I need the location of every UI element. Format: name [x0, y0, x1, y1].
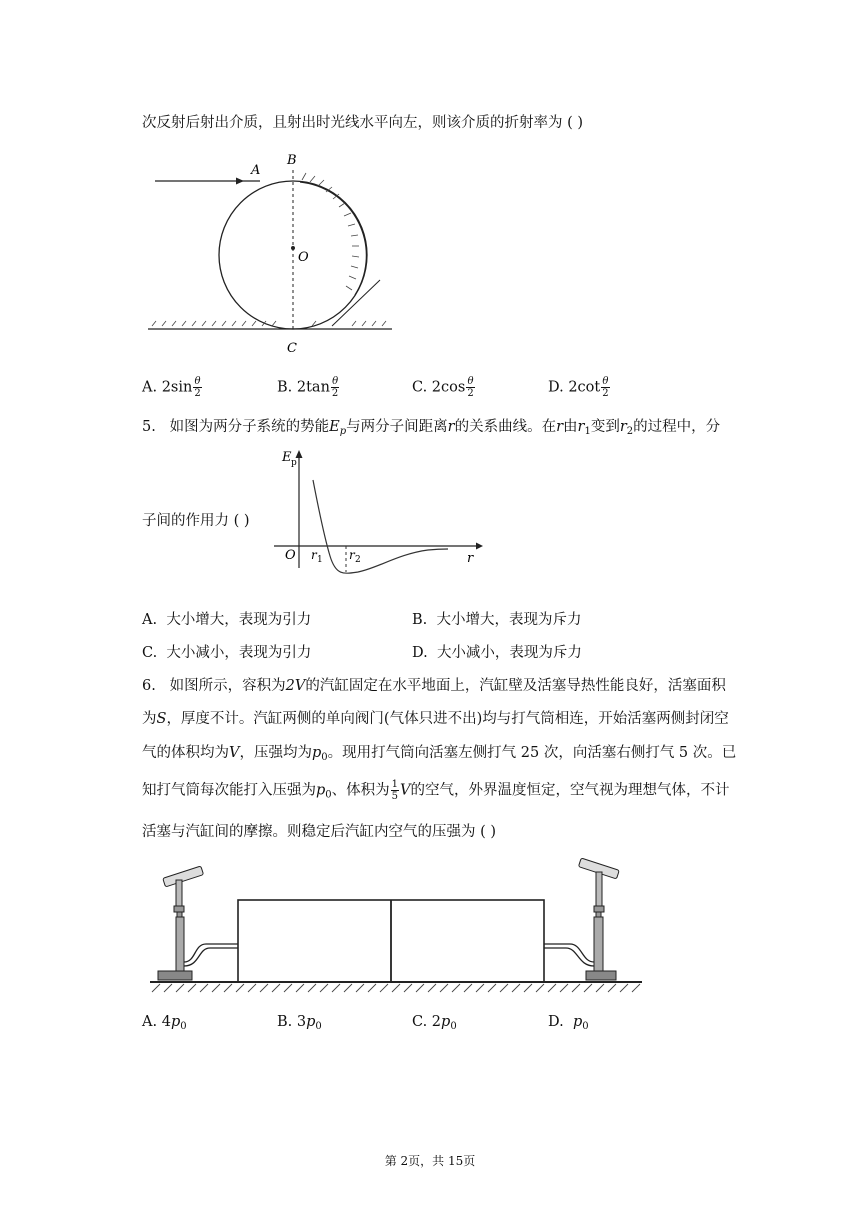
q6-option-a: A. $4p_0$ — [142, 1014, 187, 1032]
r2-label-sub: 2 — [355, 555, 361, 565]
r2-label: r — [349, 548, 355, 562]
q6-stem-line1: 6. 如图所示，容积为2V的汽缸固定在水平地面上，汽缸壁及活塞导热性能良好，活塞面积 — [142, 678, 726, 694]
q4-option-a: A. 2sin $\frac{\theta}{2}$ — [142, 376, 201, 399]
q6-stem-line2: 为S，厚度不计。汽缸两侧的单向阀门(气体只进不出)均与打气筒相连，开始活塞两侧封闭空 — [142, 711, 729, 727]
q5-option-c: C. 大小减小，表现为引力 — [142, 645, 312, 661]
q5-stem-line1: 5. 如图为两分子系统的势能$E_p$与两分子间距离r的关系曲线。在r由$r_1$变到$r_2$的过程中，分 — [142, 419, 721, 437]
label-c: C — [287, 341, 297, 356]
q5-number: 5. — [142, 419, 156, 435]
r1-label: r — [311, 548, 317, 562]
page-footer: 第 2页，共 15页 — [384, 1154, 476, 1168]
q5-potential-graph — [268, 446, 488, 576]
q4-option-b: B. 2tan $\frac{\theta}{2}$ — [277, 376, 339, 399]
ground-hatching — [152, 984, 640, 992]
y-axis-arrow-icon — [296, 450, 303, 458]
label-a: A — [251, 163, 261, 178]
y-label-sub: p — [291, 458, 297, 468]
r1-label-sub: 1 — [317, 555, 323, 565]
q5-option-b: B. 大小增大，表现为斥力 — [412, 612, 582, 628]
origin-label: O — [285, 548, 296, 563]
left-pump — [158, 866, 238, 980]
q6-stem-line5: 活塞与汽缸间的摩擦。则稳定后汽缸内空气的压强为 ( ) — [142, 824, 497, 840]
x-label: r — [467, 551, 474, 566]
x-axis-arrow-icon — [476, 543, 483, 550]
q6-cylinder-figure — [146, 852, 646, 998]
ray-arrow-icon — [236, 178, 244, 185]
q5-stem-line2: 子间的作用力 ( ) — [142, 513, 250, 529]
q5-option-a: A. 大小增大，表现为引力 — [142, 612, 312, 628]
q4-stem-tail: 次反射后射出介质，且射出时光线水平向左，则该介质的折射率为 ( ) — [142, 115, 584, 131]
q6-option-c: C. $2p_0$ — [412, 1014, 457, 1032]
label-o: O — [298, 250, 309, 265]
q6-option-b: B. $3p_0$ — [277, 1014, 322, 1032]
q4-option-c: C. 2cos $\frac{\theta}{2}$ — [412, 376, 474, 399]
right-pump — [544, 858, 619, 980]
q4-option-d: D. 2cot $\frac{\theta}{2}$ — [548, 376, 609, 399]
q4-figure-circle — [140, 140, 400, 362]
label-b: B — [287, 153, 297, 168]
q5-option-d: D. 大小减小，表现为斥力 — [412, 645, 582, 661]
potential-curve — [313, 480, 448, 573]
tangent-line — [332, 280, 380, 326]
q6-stem-line4: 知打气筒每次能打入压强为$p_0$、体积为 $\frac{1}{5}$ V的空气，外界温度恒定，空气视为理想气体，不计 — [142, 779, 730, 802]
q6-number: 6. — [142, 678, 156, 694]
q6-option-d: D. $p_0$ — [548, 1014, 589, 1032]
q6-stem-line3: 气的体积均为V，压强均为$p_0$。现用打气筒向活塞左侧打气 25 次，向活塞右侧打气 5 次。已 — [142, 745, 737, 763]
center-point — [291, 246, 295, 250]
y-label: E — [282, 450, 292, 465]
